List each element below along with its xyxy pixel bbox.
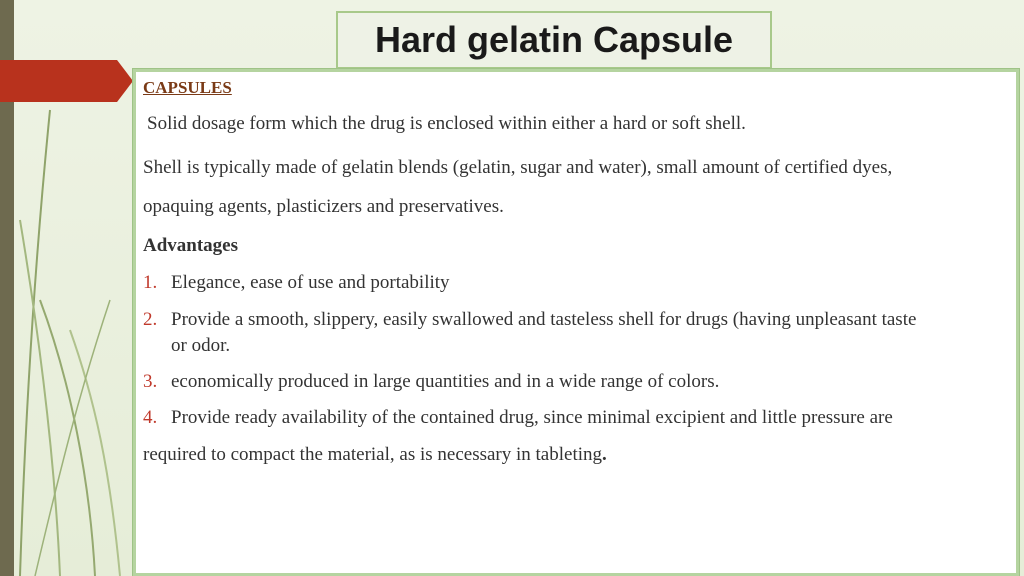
red-arrow-banner (0, 60, 133, 102)
capsules-heading: CAPSULES (143, 78, 232, 97)
list-number: 3. (143, 371, 158, 392)
shell-text-line2: opaquing agents, plasticizers and preservatives. (143, 196, 504, 217)
list-item: economically produced in large quantities and in a wide range of colors. (171, 371, 720, 392)
list-item-continuation: or odor. (171, 335, 231, 356)
slide-title: Hard gelatin Capsule (336, 11, 772, 69)
list-item-continuation (143, 444, 607, 466)
advantages-heading: Advantages (143, 235, 239, 256)
shell-text-line1: Shell is typically made of gelatin blends (gelatin, sugar and water), small amount of certified dyes, (143, 157, 893, 178)
list-item: Provide a smooth, slippery, easily swallowed and tasteless shell for drugs (having unpleasant taste (171, 309, 917, 330)
list-number: 1. (143, 272, 158, 293)
definition-text: Solid dosage form which the drug is enclosed within either a hard or soft shell. (147, 113, 746, 134)
continuation-text: required to compact the material, as is necessary in tableting (143, 444, 602, 465)
list-number: 2. (143, 309, 158, 330)
list-item: Provide ready availability of the contained drug, since minimal excipient and little pressure are (171, 407, 893, 428)
list-number: 4. (143, 407, 158, 428)
final-period: . (602, 444, 607, 465)
list-item: Elegance, ease of use and portability (171, 272, 450, 293)
